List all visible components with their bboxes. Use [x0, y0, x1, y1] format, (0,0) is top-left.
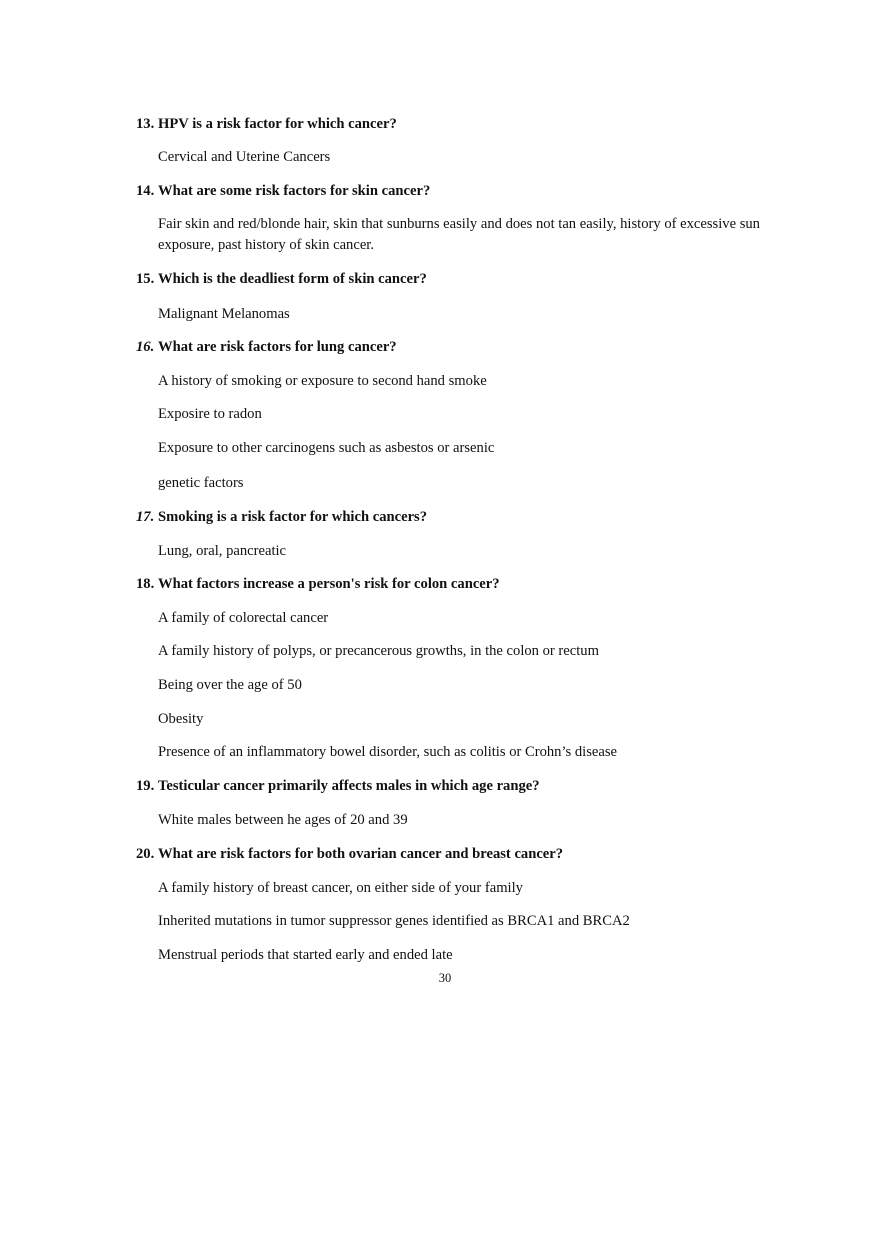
question-text: What factors increase a person's risk for colon cancer?: [158, 576, 500, 592]
question-number: 18.: [136, 576, 155, 592]
answer: Presence of an inflammatory bowel disorder, such as colitis or Crohn’s disease: [158, 744, 618, 760]
question-number: 19.: [136, 778, 155, 794]
question-number: 17.: [136, 509, 155, 525]
answer: Malignant Melanomas: [158, 306, 290, 322]
answer: Exposure to other carcinogens such as asbestos or arsenic: [158, 440, 495, 456]
question-text: Testicular cancer primarily affects males in which age range?: [158, 778, 540, 794]
page-number: 30: [438, 971, 452, 985]
answer: Fair skin and red/blonde hair, skin that sunburns easily and does not tan easily, history of excessive sun exposure, past history of skin cancer.: [158, 216, 760, 253]
question-20: [136, 845, 563, 863]
answer: A family history of polyps, or precancerous growths, in the colon or rectum: [158, 643, 599, 659]
question-17: [136, 508, 427, 526]
answer: Lung, oral, pancreatic: [158, 543, 287, 559]
question-number: 20.: [136, 846, 155, 862]
question-text: Which is the deadliest form of skin cancer?: [158, 271, 427, 287]
question-15: [136, 270, 427, 288]
question-13: [136, 115, 397, 133]
answer: White males between he ages of 20 and 39: [158, 812, 408, 828]
answer: Inherited mutations in tumor suppressor genes identified as BRCA1 and BRCA2: [158, 913, 630, 929]
question-text: Smoking is a risk factor for which cancers?: [158, 509, 428, 525]
answer: Cervical and Uterine Cancers: [158, 149, 331, 165]
question-text: What are risk factors for lung cancer?: [158, 339, 397, 355]
question-18: [136, 575, 500, 593]
question-text: HPV is a risk factor for which cancer?: [158, 116, 397, 132]
answer: Being over the age of 50: [158, 677, 302, 693]
question-14: [136, 182, 430, 200]
question-text: What are some risk factors for skin cancer?: [158, 183, 431, 199]
answer: A history of smoking or exposure to second hand smoke: [158, 373, 487, 389]
question-number: 15.: [136, 271, 155, 287]
question-19: [136, 777, 540, 795]
answer: Menstrual periods that started early and ended late: [158, 947, 453, 963]
answer: Obesity: [158, 711, 204, 727]
question-number: 14.: [136, 183, 155, 199]
answer: genetic factors: [158, 475, 244, 491]
answer: Exposire to radon: [158, 406, 262, 422]
answer: A family of colorectal cancer: [158, 610, 329, 626]
question-number: 16.: [136, 339, 155, 355]
answer: A family history of breast cancer, on either side of your family: [158, 880, 523, 896]
question-text: What are risk factors for both ovarian cancer and breast cancer?: [158, 846, 564, 862]
question-number: 13.: [136, 116, 155, 132]
question-16: [136, 338, 397, 356]
